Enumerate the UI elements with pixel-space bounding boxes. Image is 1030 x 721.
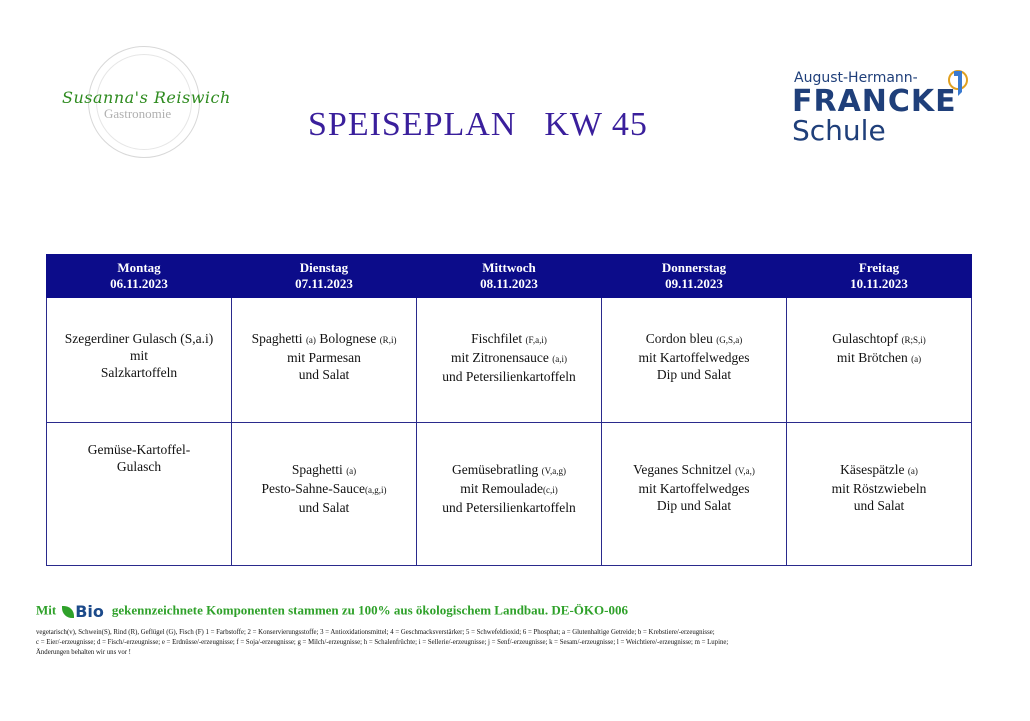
title-main: SPEISEPLAN — [308, 106, 517, 143]
day-header-wednesday: Mittwoch 08.11.2023 — [417, 255, 602, 298]
legend-line-3: Änderungen behalten wir uns vor ! — [36, 649, 131, 656]
day-header-tuesday: Dienstag 07.11.2023 — [232, 255, 417, 298]
menu2-row — [47, 423, 972, 566]
menu2-tuesday: Spaghetti (a) Pesto-Sahne-Sauce(a,g,i) und Salat — [232, 423, 417, 566]
day-header-friday: Freitag 10.11.2023 — [787, 255, 972, 298]
bio-prefix: Mit — [36, 602, 57, 618]
menu2-friday: Käsespätzle (a) mit Röstzwiebeln und Salat — [787, 423, 972, 566]
school-logo — [790, 66, 990, 146]
legend-line-2: c = Eier/-erzeugnisse; d = Fisch/-erzeugnisse; e = Erdnüsse/-erzeugnisse; f = Soja/-erzeugnisse; g = Milch/-erzeugnisse; h = Schalenfrüchte; i = Sellerie/-erzeugnisse; j = Senf/-erzeugnisse; k = Sesam/-erzeugnisse; l = Weichtiere/-erzeugnisse; m = Lupine; — [36, 639, 729, 646]
menu1-monday: Szegerdiner Gulasch (S,a.i) mit Salzkartoffeln — [47, 298, 232, 423]
leaf-icon — [62, 606, 74, 618]
bio-text: gekennzeichnete Komponenten stammen zu 100% aus ökologischem Landbau. DE-ÖKO-006 — [111, 602, 628, 618]
caterer-brand-name: Susanna's Reiswich — [62, 88, 231, 107]
school-logo-prefix: August-Hermann- — [794, 70, 918, 86]
menu2-thursday: Veganes Schnitzel (V,a,) mit Kartoffelwedges Dip und Salat — [602, 423, 787, 566]
sun-cross-icon — [940, 68, 970, 98]
menu1-thursday: Cordon bleu (G,S,a) mit Kartoffelwedges Dip und Salat — [602, 298, 787, 423]
school-logo-school: Schule — [792, 114, 886, 147]
title-week: KW 45 — [544, 106, 648, 143]
school-logo-name: FRANCKE — [792, 84, 957, 119]
menu1-row — [47, 298, 972, 423]
menu1-friday: Gulaschtopf (R;S,i) mit Brötchen (a) — [787, 298, 972, 423]
caterer-subtitle: Gastronomie — [104, 106, 172, 121]
page-title — [308, 106, 648, 144]
legend-line-1: vegetarisch(v), Schwein(S), Rind (R), Geflügel (G), Fisch (F) 1 = Farbstoffe; 2 = Konservierungsstoffe; 3 = Antioxidationsmittel; 4 = Geschmacksverstärker; 5 = Schwefeldioxid; 6 = Phosphat; a = Glutenhaltige Getreide; b = Krebstiere/-erzeugnisse; — [36, 629, 715, 636]
menu-table — [46, 254, 972, 566]
day-header-thursday: Donnerstag 09.11.2023 — [602, 255, 787, 298]
caterer-logo — [60, 42, 231, 162]
day-header-row — [47, 255, 972, 298]
menu1-tuesday: Spaghetti (a) Bolognese (R,i) mit Parmesan und Salat — [232, 298, 417, 423]
menu2-monday: Gemüse-Kartoffel- Gulasch — [47, 423, 232, 566]
menu1-wednesday: Fischfilet (F,a,i) mit Zitronensauce (a,i) und Petersilienkartoffeln — [417, 298, 602, 423]
menu2-wednesday: Gemüsebratling (V,a,g) mit Remoulade(c,i) und Petersilienkartoffeln — [417, 423, 602, 566]
allergen-legend — [36, 628, 936, 658]
bio-note — [36, 602, 628, 621]
bio-badge: Bio — [62, 602, 104, 621]
day-header-monday: Montag 06.11.2023 — [47, 255, 232, 298]
